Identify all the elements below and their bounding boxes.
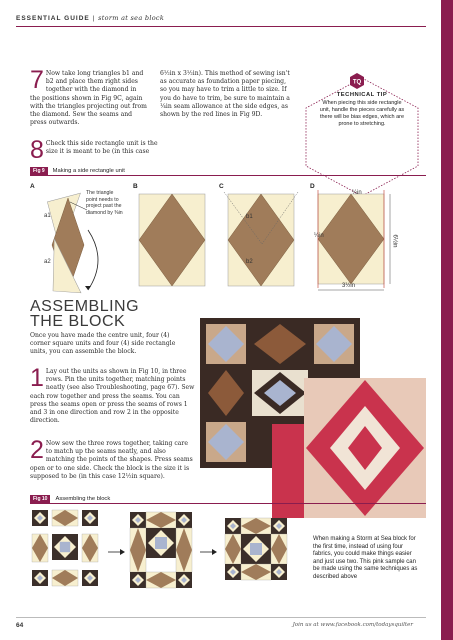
fig9-panel-b-letter: B — [133, 183, 138, 190]
page-number: 64 — [16, 622, 24, 629]
fig9-panel-b-diagram — [135, 190, 213, 295]
photo-caption: When making a Storm at Sea block for the first time, instead of using four fabrics, you could make things easier and just use two. This pink sample can be made using the same techniques as described above — [313, 536, 418, 580]
assembling-intro: Once you have made the centre unit, four (4) corner square units and four (4) side rectangle units, you can assemble the block. — [30, 332, 176, 356]
fig9-dim-left: ¼in — [314, 233, 324, 239]
tech-tip-body: When piecing this side rectangle unit, handle the pieces carefully as there will be bias edges, which are prone to stretching. — [319, 100, 405, 127]
header-subtitle: storm at sea block — [98, 14, 165, 22]
fig9-label-a2: a2 — [44, 259, 51, 265]
header-rule — [16, 26, 426, 27]
step-7-text: Now take long triangles b1 and b2 and place them right sides together with the diamond in the positions shown in Fig 9C, again with the triangles projecting out from the diamond. Sew the seams and press outwards. — [30, 70, 147, 127]
fig10-label: Fig 10 Assembling the block — [30, 495, 110, 503]
fig9-dim-top: ¼in — [352, 190, 362, 196]
fig9-panel-c-letter: C — [219, 183, 224, 190]
tech-tip-hexagon — [300, 72, 424, 198]
quilt-blocks-photo — [200, 318, 426, 518]
step-7: 7 Now take long triangles b1 and b2 and place them right sides together with the diamond in the positions shown in Fig 9C, again with the triangles projecting out from the diamond. Sew the seams and press outwards. — [30, 66, 147, 127]
footer-web: Join us at www.facebook.com/todaysquilter — [292, 622, 413, 628]
arrow-icon — [120, 549, 125, 555]
fig9-panel-a-letter: A — [30, 183, 35, 190]
svg-text:TQ: TQ — [352, 79, 362, 86]
fig9-label-a1: a1 — [44, 213, 51, 219]
header-section: ESSENTIAL GUIDE — [16, 15, 90, 22]
continued-text: 6½in x 3½in). This method of sewing isn't as accurate as foundation paper piecing, so you may have to trim a little to size. If you do have to trim, be sure to maintain a ¼in seam allowance at the side edges, as shown by the red lines in Fig 9D. — [160, 70, 290, 119]
step-8: 8 Check this side rectangle unit is the size it is meant to be (in this case — [30, 140, 170, 160]
assemble-step-2: 2 Now sew the three rows together, taking care to match up the seams neatly, and also matching the points of the shapes. Press seams open or to one side. Check the block is the size it is supposed to be (in this case 12½in square). — [30, 436, 193, 480]
fig9-dim-width: 3½in — [342, 283, 356, 289]
assemble-step-1: 1 Lay out the units as shown in Fig 10, in three rows. Pin the units together, matching points neatly (see also Troubleshooting, page 67). Sew each row together and press the seams. You can press the seams open or press the seams of rows 1 and 3 in one direction and row 2 in the opposite direction. — [30, 364, 195, 425]
fig9-note: The triangle point needs to project past the diamond by ⅜in — [86, 190, 123, 216]
tech-tip-badge-icon — [349, 73, 365, 89]
running-header: ESSENTIAL GUIDE | storm at sea block — [16, 14, 165, 22]
fig9-dim-height: 6½in — [391, 234, 398, 248]
fig9-label: Fig 9 Making a side rectangle unit — [30, 167, 125, 175]
tech-tip-title: TECHNICAL TIP — [336, 92, 388, 98]
fig9-label-b1: b1 — [246, 214, 253, 220]
fig10-diagram — [30, 508, 310, 603]
fig9-panel-c-diagram — [222, 190, 302, 295]
arrow-icon — [212, 549, 217, 555]
section-heading: ASSEMBLING THE BLOCK — [30, 298, 140, 330]
fig9-panel-d-letter: D — [310, 183, 315, 190]
step-8-text: Check this side rectangle unit is the size it is meant to be (in this case — [45, 140, 158, 156]
fig9-label-b2: b2 — [246, 259, 253, 265]
fig9-panel-d-diagram — [312, 190, 392, 295]
